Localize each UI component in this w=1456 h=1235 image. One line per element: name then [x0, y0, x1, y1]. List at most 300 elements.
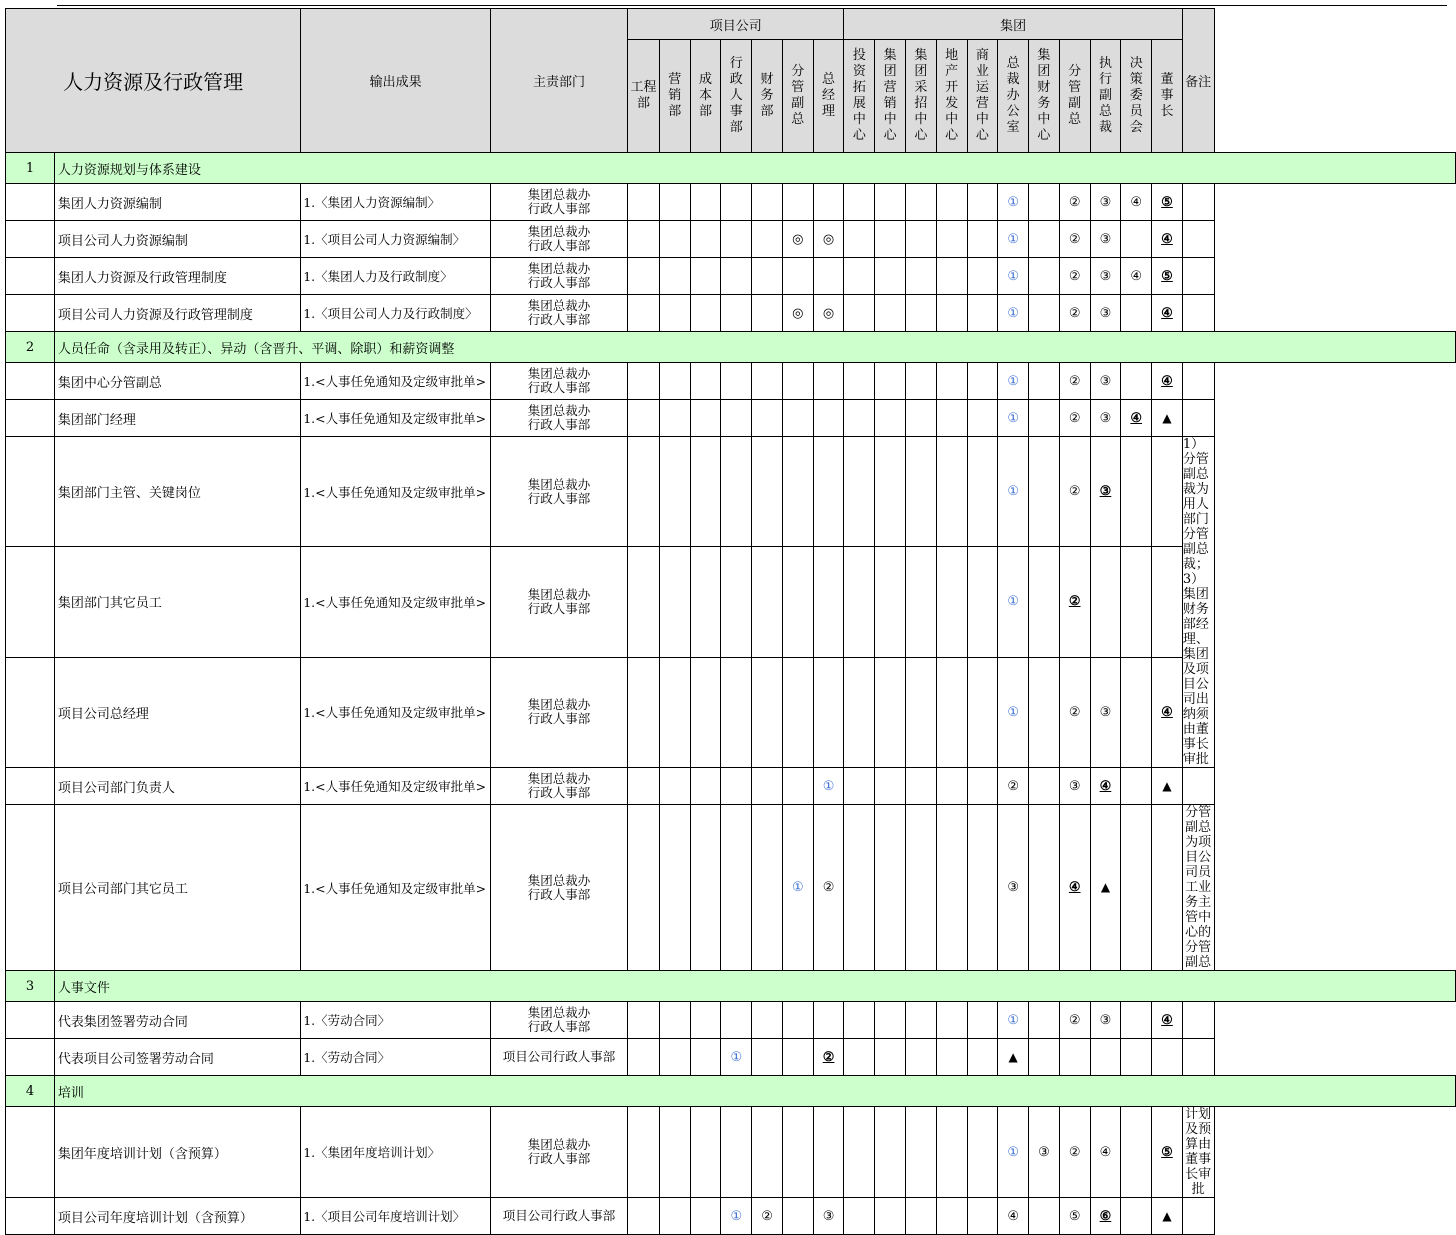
remark-cell: [1182, 400, 1214, 437]
project-role-header: [628, 40, 660, 153]
responsibility-cell: [905, 657, 936, 767]
remark-cell: [1182, 363, 1214, 400]
table-row: [6, 258, 1456, 295]
responsibility-cell: [844, 363, 875, 400]
table-row: [6, 437, 1456, 547]
responsibility-cell: [782, 768, 813, 805]
responsibility-cell: [659, 363, 690, 400]
responsibility-cell: [905, 221, 936, 258]
responsibility-mark: ①: [1007, 268, 1019, 284]
responsibility-mark: ③: [1099, 305, 1112, 321]
responsibility-cell: [782, 437, 813, 547]
responsibility-cell: [752, 184, 783, 221]
remark-cell: [1182, 184, 1214, 221]
responsibility-cell: [690, 1039, 721, 1076]
responsibility-cell: [1059, 768, 1090, 805]
row-number-cell: [6, 184, 55, 221]
responsibility-cell: [1029, 221, 1060, 258]
group-role-header: [1152, 40, 1183, 153]
responsibility-mark: ④: [1007, 1208, 1019, 1224]
responsibility-cell: [1059, 437, 1090, 547]
row-number-cell: [6, 400, 55, 437]
row-number-cell: [6, 547, 55, 657]
responsibility-cell: [813, 1039, 844, 1076]
responsibility-cell: [1059, 221, 1090, 258]
department-line: 行政人事部: [527, 275, 591, 290]
responsibility-mark: ②: [1068, 305, 1081, 321]
responsibility-cell: [844, 805, 875, 971]
responsibility-cell: [1059, 1002, 1090, 1039]
output-document: 1.<人事任免通知及定级审批单>: [301, 437, 491, 547]
responsibility-cell: [782, 547, 813, 657]
responsibility-cell: [690, 295, 721, 332]
table-row: [6, 184, 1456, 221]
responsible-department: [490, 437, 627, 547]
responsibility-cell: [875, 768, 906, 805]
remark-cell: [1182, 1002, 1214, 1039]
responsibility-cell: [905, 437, 936, 547]
remark-text: 3）集团财务部经理、集团及项目公司出纳须由董事长审批: [1182, 572, 1209, 767]
department-line: 集团总裁办: [527, 872, 591, 888]
responsibility-mark: ②: [822, 1049, 835, 1065]
responsibility-cell: [1090, 363, 1121, 400]
responsibility-cell: [752, 437, 783, 547]
role-label: 总裁办公室: [1006, 56, 1020, 135]
department-line: 行政人事部: [527, 238, 591, 253]
output-document: 1.〈集团人力资源编制〉: [301, 184, 491, 221]
project-role-header: [690, 40, 721, 153]
responsibility-cell: [1029, 1039, 1060, 1076]
responsibility-mark: ③: [1099, 1012, 1112, 1028]
responsibility-cell: [905, 1039, 936, 1076]
responsibility-cell: [1152, 1107, 1183, 1198]
responsibility-cell: [1090, 437, 1121, 547]
responsibility-mark: ▲: [1162, 1208, 1172, 1223]
responsibility-mark: ◎: [792, 305, 804, 321]
responsibility-cell: [998, 547, 1029, 657]
department-line: 行政人事部: [527, 600, 591, 616]
responsibility-cell: [998, 1107, 1029, 1198]
output-document: 1.<人事任免通知及定级审批单>: [301, 768, 491, 805]
responsibility-cell: [1121, 221, 1152, 258]
responsibility-mark: ②: [1068, 410, 1081, 426]
responsible-department: [490, 295, 627, 332]
responsibility-cell: [813, 768, 844, 805]
responsibility-cell: [659, 221, 690, 258]
responsibility-mark: ④: [1161, 373, 1173, 389]
responsibility-cell: [998, 400, 1029, 437]
responsibility-mark: ⑥: [1099, 1208, 1112, 1224]
responsibility-mark: ⑤: [1161, 1144, 1173, 1160]
row-number-cell: [6, 221, 55, 258]
responsibility-cell: [782, 657, 813, 767]
section-number: 2: [6, 332, 55, 363]
responsibility-mark: ②: [1068, 268, 1081, 284]
responsibility-cell: [721, 1002, 752, 1039]
item-name: 项目公司总经理: [54, 657, 300, 767]
responsibility-mark: ③: [1099, 704, 1112, 720]
section-title: 人员任命（含录用及转正）、异动（含晋升、平调、除职）和薪资调整: [54, 332, 1455, 363]
responsibility-mark: ①: [791, 880, 804, 895]
responsibility-cell: [1059, 400, 1090, 437]
responsibility-cell: [1090, 1107, 1121, 1198]
responsibility-mark: ③: [1099, 373, 1112, 389]
responsibility-cell: [936, 221, 967, 258]
responsibility-cell: [1090, 258, 1121, 295]
responsibility-mark: ▲: [1162, 410, 1172, 425]
responsibility-cell: [967, 657, 998, 767]
responsibility-cell: [721, 221, 752, 258]
project-role-header: [659, 40, 690, 153]
responsibility-cell: [875, 363, 906, 400]
remark-cell: [1182, 1107, 1214, 1198]
responsibility-cell: [690, 221, 721, 258]
responsibility-mark: ⑤: [1068, 1208, 1081, 1224]
output-document: 1.〈项目公司人力资源编制〉: [301, 221, 491, 258]
group-role-header: [1059, 40, 1090, 153]
responsibility-cell: [752, 295, 783, 332]
responsible-department: [490, 363, 627, 400]
responsibility-mark: ①: [1007, 484, 1019, 500]
responsibility-cell: [875, 295, 906, 332]
responsibility-mark: ①: [1007, 231, 1019, 247]
responsibility-cell: [844, 768, 875, 805]
responsibility-cell: [813, 437, 844, 547]
output-document: 1.<人事任免通知及定级审批单>: [301, 657, 491, 767]
responsibility-cell: [844, 1002, 875, 1039]
item-name: 项目公司部门负责人: [54, 768, 300, 805]
responsibility-cell: [721, 400, 752, 437]
responsibility-cell: [875, 1107, 906, 1198]
output-document: 1.<人事任免通知及定级审批单>: [301, 805, 491, 971]
responsibility-cell: [1121, 1002, 1152, 1039]
responsibility-cell: [1152, 547, 1183, 657]
row-number-cell: [6, 1039, 55, 1076]
responsibility-cell: [1029, 400, 1060, 437]
responsibility-cell: [875, 657, 906, 767]
section-row: [6, 332, 1456, 363]
responsibility-cell: [1090, 547, 1121, 657]
responsibility-mark: ▲: [1162, 778, 1172, 793]
responsibility-cell: [752, 1107, 783, 1198]
responsibility-cell: [998, 258, 1029, 295]
group-role-header: [875, 40, 906, 153]
responsibility-mark: ⑤: [1161, 268, 1173, 284]
responsibility-cell: [813, 295, 844, 332]
row-number-cell: [6, 258, 55, 295]
output-document: 1.〈集团年度培训计划〉: [301, 1107, 491, 1198]
responsibility-mark: ②: [1068, 231, 1081, 247]
responsibility-cell: [844, 1198, 875, 1235]
responsibility-cell: [628, 437, 660, 547]
responsibility-cell: [1121, 437, 1152, 547]
item-name: 集团部门主管、关键岗位: [54, 437, 300, 547]
responsibility-cell: [628, 1002, 660, 1039]
responsibility-mark: ③: [1099, 268, 1112, 284]
responsibility-cell: [844, 184, 875, 221]
section-title: 人力资源规划与体系建设: [54, 153, 1455, 184]
responsibility-cell: [936, 184, 967, 221]
responsibility-cell: [690, 805, 721, 971]
department-line: 集团总裁办: [527, 697, 591, 713]
responsibility-mark: ①: [1007, 1144, 1019, 1160]
responsibility-cell: [967, 1002, 998, 1039]
table-row: [6, 805, 1456, 971]
responsibility-cell: [844, 437, 875, 547]
department-line: 集团总裁办: [527, 586, 591, 602]
remark-cell: [1182, 221, 1214, 258]
responsibility-cell: [936, 1198, 967, 1235]
responsibility-cell: [844, 221, 875, 258]
table-row: [6, 1002, 1456, 1039]
responsibility-cell: [1090, 1002, 1121, 1039]
responsibility-cell: [1059, 258, 1090, 295]
item-name: 集团中心分管副总: [54, 363, 300, 400]
responsibility-mark: ④: [1130, 268, 1143, 284]
responsibility-cell: [690, 1198, 721, 1235]
section-number: 3: [6, 971, 55, 1002]
section-number: 1: [6, 153, 55, 184]
responsibility-cell: [752, 805, 783, 971]
responsibility-mark: ④: [1068, 880, 1081, 895]
responsibility-mark: ②: [1068, 1144, 1081, 1160]
responsibility-cell: [813, 1198, 844, 1235]
item-name: 项目公司部门其它员工: [54, 805, 300, 971]
responsibility-cell: [967, 768, 998, 805]
responsibility-cell: [998, 437, 1029, 547]
section-row: [6, 153, 1456, 184]
responsibility-mark: ③: [1007, 880, 1019, 895]
responsibility-cell: [628, 768, 660, 805]
responsibility-cell: [905, 184, 936, 221]
responsibility-cell: [1121, 1198, 1152, 1235]
responsibility-cell: [1152, 1039, 1183, 1076]
output-document: 1.〈项目公司人力及行政制度〉: [301, 295, 491, 332]
responsibility-cell: [721, 657, 752, 767]
role-label: 集团营销中心: [883, 48, 897, 143]
responsible-department: [490, 805, 627, 971]
responsibility-cell: [628, 1039, 660, 1076]
responsibility-cell: [628, 258, 660, 295]
group-role-header: [844, 40, 875, 153]
responsibility-cell: [690, 768, 721, 805]
responsibility-mark: ⑤: [1161, 194, 1173, 210]
responsibility-cell: [875, 1002, 906, 1039]
responsibility-cell: [1059, 295, 1090, 332]
department-line: 集团总裁办: [527, 771, 591, 786]
remark-cell: [1182, 768, 1214, 805]
responsibility-cell: [1121, 657, 1152, 767]
row-number-cell: [6, 295, 55, 332]
role-label: 工程部: [630, 80, 657, 111]
responsibility-mark: ③: [1038, 1144, 1050, 1160]
row-number-cell: [6, 1198, 55, 1235]
responsibility-cell: [1121, 768, 1152, 805]
responsibility-cell: [936, 258, 967, 295]
responsibility-mark: ①: [1007, 1012, 1019, 1028]
responsibility-cell: [967, 805, 998, 971]
responsibility-cell: [813, 547, 844, 657]
responsibility-cell: [1152, 437, 1183, 547]
output-document: 1.〈集团人力及行政制度〉: [301, 258, 491, 295]
responsibility-cell: [752, 221, 783, 258]
responsibility-mark: ①: [1007, 373, 1019, 389]
responsibility-cell: [936, 805, 967, 971]
item-name: 项目公司人力资源及行政管理制度: [54, 295, 300, 332]
group-role-header: [1090, 40, 1121, 153]
responsibility-cell: [1121, 400, 1152, 437]
row-number-cell: [6, 657, 55, 767]
responsibility-cell: [782, 805, 813, 971]
responsibility-cell: [936, 547, 967, 657]
section-row: [6, 1076, 1456, 1107]
section-title: 人事文件: [54, 971, 1455, 1002]
responsibility-mark: ◎: [792, 231, 804, 247]
responsibility-cell: [1059, 547, 1090, 657]
responsibility-cell: [1090, 805, 1121, 971]
responsibility-cell: [690, 363, 721, 400]
item-name: 集团人力资源编制: [54, 184, 300, 221]
responsibility-cell: [1121, 805, 1152, 971]
group-role-header: [905, 40, 936, 153]
responsibility-cell: [905, 547, 936, 657]
responsibility-mark: ▲: [1008, 1049, 1018, 1064]
output-document: 1.<人事任免通知及定级审批单>: [301, 547, 491, 657]
department-line: 行政人事部: [527, 1019, 591, 1034]
responsibility-cell: [690, 657, 721, 767]
role-label: 财务部: [760, 72, 774, 119]
responsibility-cell: [875, 258, 906, 295]
responsibility-cell: [875, 437, 906, 547]
department-line: 项目公司行政人事部: [502, 1208, 616, 1223]
table-row: [6, 363, 1456, 400]
responsibility-cell: [659, 437, 690, 547]
item-name: 集团部门其它员工: [54, 547, 300, 657]
responsible-department: [490, 258, 627, 295]
remark-text: 1）分管副总裁为用人部门分管副总裁；: [1182, 437, 1209, 572]
output-document: 1.<人事任免通知及定级审批单>: [301, 400, 491, 437]
responsibility-cell: [813, 805, 844, 971]
responsibility-cell: [967, 400, 998, 437]
responsibility-cell: [998, 1039, 1029, 1076]
output-document: 1.〈劳动合同〉: [301, 1039, 491, 1076]
responsibility-mark: ①: [1007, 194, 1019, 210]
responsibility-cell: [628, 1107, 660, 1198]
group-header: 集团: [844, 9, 1182, 40]
responsibility-cell: [628, 657, 660, 767]
responsibility-cell: [659, 184, 690, 221]
responsibility-cell: [813, 363, 844, 400]
top-border-line: [57, 5, 1447, 6]
group-role-header: [1029, 40, 1060, 153]
responsibility-cell: [967, 184, 998, 221]
responsibility-cell: [875, 1039, 906, 1076]
responsibility-cell: [690, 1107, 721, 1198]
responsibility-cell: [875, 184, 906, 221]
responsibility-cell: [1121, 1039, 1152, 1076]
responsibility-cell: [721, 184, 752, 221]
responsibility-cell: [967, 1198, 998, 1235]
responsibility-mark: ◎: [822, 305, 835, 321]
responsibility-mark: ③: [1099, 194, 1112, 210]
responsibility-cell: [998, 1198, 1029, 1235]
responsibility-cell: [967, 295, 998, 332]
responsibility-cell: [1029, 184, 1060, 221]
role-label: 分管副总: [791, 64, 805, 127]
responsibility-cell: [782, 1198, 813, 1235]
row-number-cell: [6, 363, 55, 400]
responsibility-cell: [1059, 363, 1090, 400]
responsibility-mark: ①: [730, 1049, 743, 1065]
responsibility-cell: [1152, 1002, 1183, 1039]
group-role-header: [998, 40, 1029, 153]
remark-text: 计划及预算由董事长审批: [1185, 1107, 1212, 1197]
responsibility-mark: ③: [1099, 410, 1112, 426]
row-number-cell: [6, 768, 55, 805]
project-role-header: [813, 40, 844, 153]
responsibility-cell: [936, 363, 967, 400]
responsible-department: [490, 1039, 627, 1076]
department-line: 集团总裁办: [527, 224, 591, 239]
role-label: 分管副总: [1068, 64, 1082, 127]
responsibility-cell: [998, 1002, 1029, 1039]
department-line: 行政人事部: [527, 711, 591, 727]
responsibility-cell: [844, 400, 875, 437]
responsible-department: [490, 547, 627, 657]
responsibility-cell: [782, 400, 813, 437]
department-line: 行政人事部: [527, 201, 591, 216]
responsibility-mark: ④: [1130, 410, 1143, 426]
responsibility-cell: [998, 295, 1029, 332]
responsibility-mark: ③: [822, 1208, 835, 1224]
responsibility-cell: [659, 1198, 690, 1235]
responsibility-cell: [752, 400, 783, 437]
responsibility-cell: [1152, 258, 1183, 295]
responsibility-cell: [1121, 1107, 1152, 1198]
output-document: 1.〈项目公司年度培训计划〉: [301, 1198, 491, 1235]
responsibility-cell: [905, 295, 936, 332]
responsibility-mark: ②: [1068, 484, 1081, 500]
responsibility-cell: [721, 295, 752, 332]
table-row: [6, 768, 1456, 805]
responsibility-cell: [1121, 258, 1152, 295]
role-label: 集团财务中心: [1037, 48, 1051, 143]
role-label: 行政人事部: [729, 56, 743, 135]
responsibility-cell: [936, 295, 967, 332]
responsibility-cell: [721, 258, 752, 295]
responsibility-cell: [659, 295, 690, 332]
responsibility-cell: [1059, 805, 1090, 971]
responsibility-cell: [813, 221, 844, 258]
row-number-cell: [6, 1107, 55, 1198]
department-line: 集团总裁办: [527, 476, 591, 492]
role-label: 营销部: [668, 72, 682, 119]
section-title: 培训: [54, 1076, 1455, 1107]
responsibility-cell: [1152, 400, 1183, 437]
responsibility-cell: [752, 1198, 783, 1235]
responsibility-cell: [628, 547, 660, 657]
department-line: 集团总裁办: [527, 187, 591, 202]
responsible-department: [490, 221, 627, 258]
responsibility-cell: [905, 258, 936, 295]
responsibility-mark: ④: [1161, 231, 1173, 247]
responsibility-cell: [1090, 768, 1121, 805]
responsibility-mark: ③: [1068, 778, 1081, 794]
role-label: 投资拓展中心: [852, 48, 866, 143]
responsibility-cell: [752, 363, 783, 400]
remark-text: 分管副总为项目公司员工业务主管中心的分管副总: [1185, 805, 1212, 970]
responsibility-cell: [659, 805, 690, 971]
